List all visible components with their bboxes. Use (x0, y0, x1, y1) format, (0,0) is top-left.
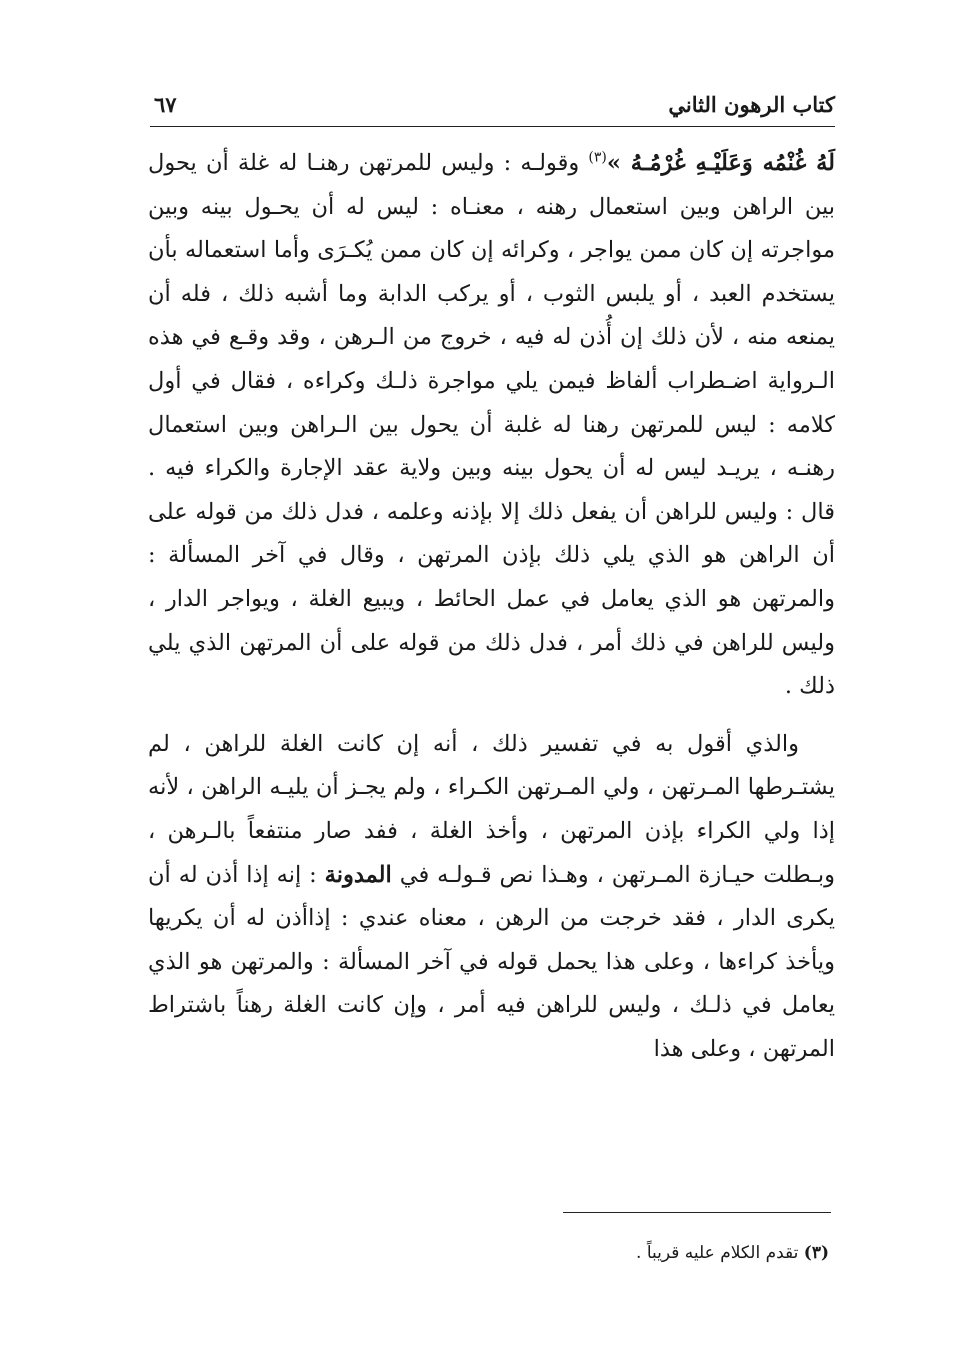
main-text (148, 142, 835, 1071)
paragraph-2-text-start: والذي أقول به في تفسير ذلك ، أنه إن كانت الغلة للراهن ، لم يشتـرطها المـرتهن ، ولي المـرتهن الكـراء ، ولم يجـز أن يليـه الراهن ، لأنه إذا ولي الكراء بإذن المرتهن ، وأخذ الغلة ، ففد صار منتفعاً بالـرهن ، وبـطلت حيـازة المـرتهن ، وهـذا نص قـولـه في (148, 730, 835, 888)
book-reference-bold: المدونة (324, 861, 392, 888)
page-header (150, 92, 835, 127)
footnote-reference: (٣) (588, 149, 607, 166)
paragraph-1-text: وقولـه : وليس للمرتهن رهنـا له غلة أن يحول بين الراهن وبين استعمال رهنه ، معنـاه : ليس له أن يحـول بينه وبين مواجرته إن كان ممن يواجر ، وكرائه إن كان ممن يُكـرَى وأما استعماله بأن يستخدم العبد ، أو يلبس الثوب ، أو يركب الدابة وما أشبه ذلك ، فله أن يمنعه منه ، لأن ذلك إن أُذن له فيه ، خروج من الـرهن ، وقد وقـع في هذه الـرواية اضـطراب ألفاظ فيمن يلي مواجرة ذلـك وكراءه ، فقال في أول كلامه : ليس للمرتهن رهنا له غلبة أن يحول بين الـراهن وبين استعمال رهنـه ، يريـد ليس له أن يحول بينه وبين ولاية عقد الإجارة والكراء فيه . قال : وليس للراهن أن يفعل ذلك إلا بإذنه وعلمه ، فدل ذلك من قوله على أن الراهن هو الذي يلي ذلك بإذن المرتهن ، وقال في آخر المسألة : والمرتهن هو الذي يعامل في عمل الحائط ، ويبيع الغلة ، ويواجر الدار ، وليس للراهن في ذلك أمر ، فدل ذلك من قوله على أن المرتهن الذي يلي ذلك . (148, 150, 835, 700)
footnote-mark: (٣) (803, 1243, 829, 1263)
footnote-text: تقدم الكلام عليه قريباً . (636, 1243, 804, 1263)
paragraph-2 (148, 723, 835, 1072)
hadith-quote: لَهُ غُنْمُه وَعَلَيْـهِ غُرْمُـهُ » (606, 150, 836, 176)
paragraph-2-text-end: : إنه إذا أذن له أن يكرى الدار ، فقد خرجت من الرهن ، معناه عندي : إذاأذن له أن يكريها ويأخذ كراءها ، وعلى هذا يحمل قوله في آخر المسألة : والمرتهن هو الذي يعامل في ذلـك ، وليس للراهن فيه أمر ، وإن كانت الغلة رهناً باشتراط المرتهن ، وعلى هذا (148, 861, 835, 1062)
footnote (636, 1240, 829, 1266)
footnote-separator (563, 1212, 831, 1213)
book-chapter-title: كتاب الرهون الثاني (668, 92, 835, 117)
paragraph-1 (148, 142, 835, 709)
page-number: ٦٧ (154, 92, 177, 117)
